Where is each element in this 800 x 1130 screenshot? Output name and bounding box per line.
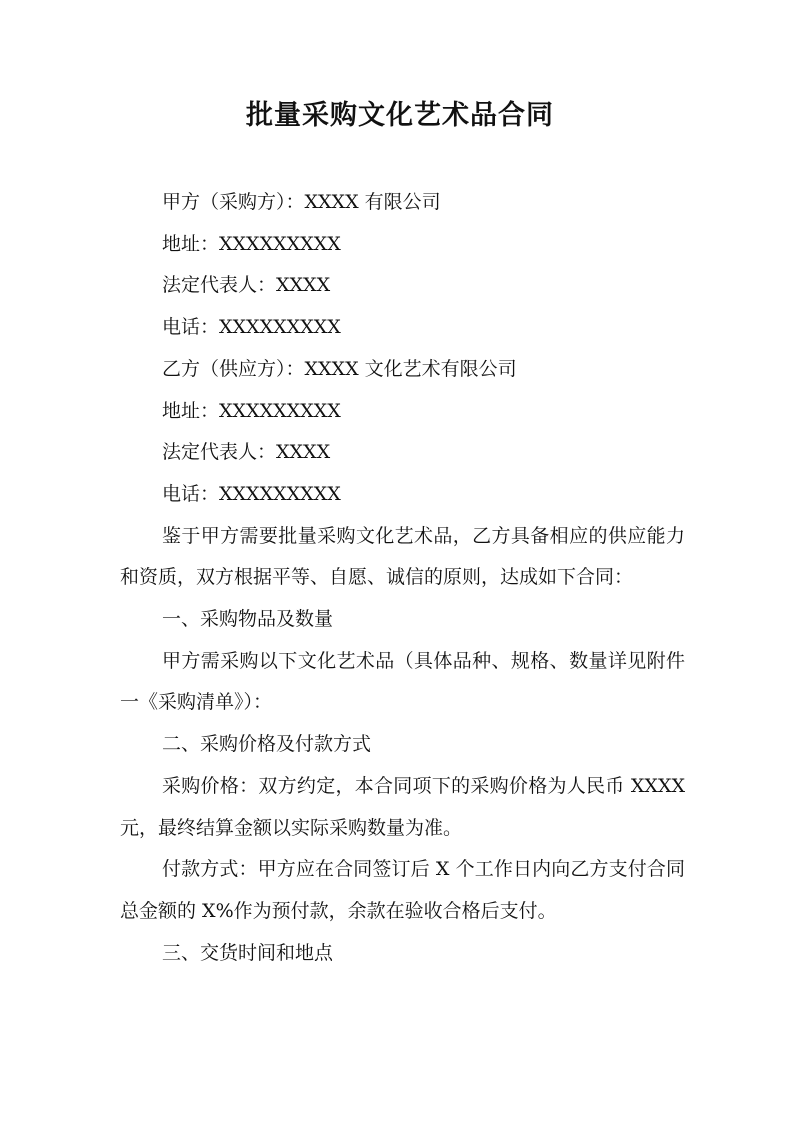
party-b-representative: 法定代表人：XXXX (162, 441, 331, 464)
party-a-phone: 电话：XXXXXXXXX (162, 316, 341, 339)
party-a-address: 地址：XXXXXXXXX (162, 232, 341, 255)
section-2-heading: 二、采购价格及付款方式 (162, 733, 372, 756)
party-b-name: 乙方（供应方）：XXXX 文化艺术有限公司 (162, 357, 517, 380)
party-a-name: 甲方（采购方）：XXXX 有限公司 (162, 191, 441, 213)
section-2-payment-paragraph: 付款方式：甲方应在合同签订后 X 个工作日内向乙方支付合同总金额的 X%作为预付款，余款在验收合格后支付。 (120, 858, 685, 922)
party-a-representative: 法定代表人：XXXX (162, 274, 331, 297)
document-title: 批量采购文化艺术品合同 (246, 100, 554, 131)
party-b-phone: 电话：XXXXXXXXX (162, 482, 341, 505)
section-1-paragraph: 甲方需采购以下文化艺术品（具体品种、规格、数量详见附件一《采购清单》）： (120, 649, 685, 714)
section-1-heading: 一、采购物品及数量 (162, 608, 334, 631)
section-2-price-paragraph: 采购价格：双方约定，本合同项下的采购价格为人民币 XXXX 元，最终结算金额以实际采购数量为准。 (120, 774, 685, 839)
party-b-address: 地址：XXXXXXXXX (162, 399, 341, 422)
document-body (120, 182, 685, 974)
preamble-paragraph: 鉴于甲方需要批量采购文化艺术品，乙方具备相应的供应能力和资质，双方根据平等、自愿、诚信的原则，达成如下合同： (120, 524, 685, 589)
section-3-heading: 三、交货时间和地点 (162, 941, 334, 964)
